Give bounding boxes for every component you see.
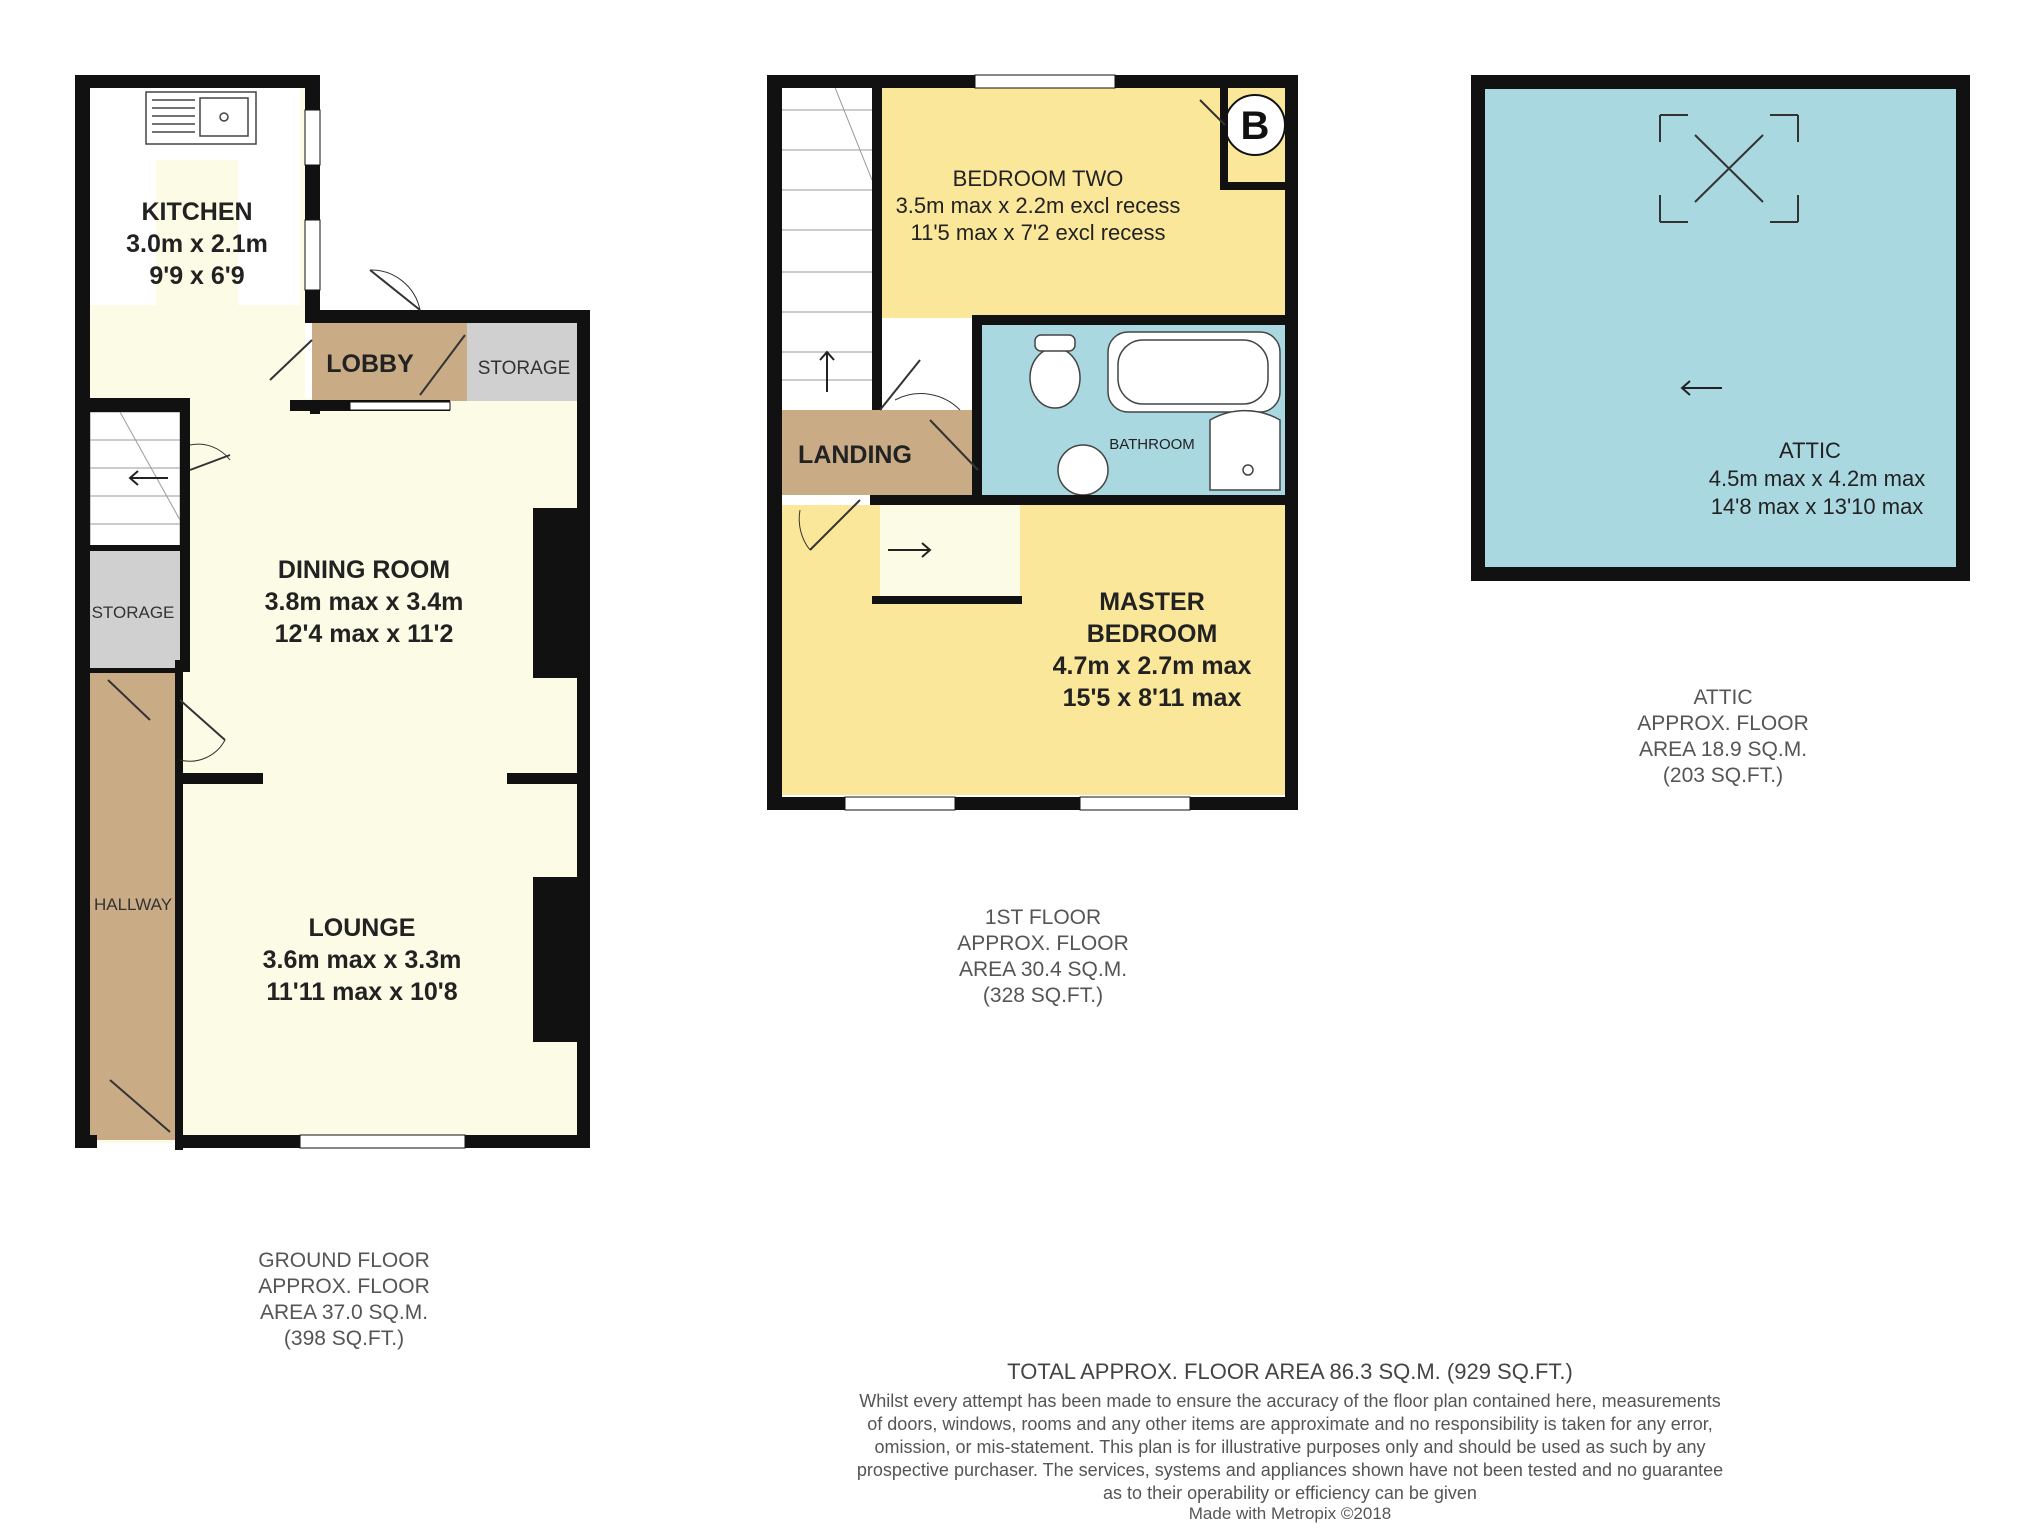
lobby-name: LOBBY: [326, 350, 414, 378]
kitchen-metric: 3.0m x 2.1m: [126, 230, 268, 258]
credit: Made with Metropix ©2018: [1188, 1504, 1392, 1523]
first-floor-plan: [767, 75, 1298, 1007]
dining-metric: 3.8m max x 3.4m: [264, 588, 464, 616]
disclaimer-line-3: omission, or mis-statement. This plan is for illustrative purposes only and should be used as such by any: [874, 1437, 1706, 1457]
attic-metric: 4.5m max x 4.2m max: [1708, 466, 1926, 491]
master-name-1: MASTER: [1099, 588, 1205, 616]
boiler-symbol: B: [1240, 104, 1270, 148]
lounge-name: LOUNGE: [308, 914, 416, 942]
storage-rear-name: STORAGE: [477, 358, 571, 379]
cupboard-first: [880, 505, 1020, 600]
boiler-icon: [1225, 95, 1285, 155]
bedroom-two-imperial: 11'5 max x 7'2 excl recess: [910, 220, 1166, 245]
toilet-icon: [1030, 348, 1080, 408]
first-caption-line-4: (328 SQ.FT.): [982, 984, 1104, 1007]
kitchen-name: KITCHEN: [141, 198, 253, 226]
bedroom-two-name: BEDROOM TWO: [952, 166, 1124, 191]
total-area: TOTAL APPROX. FLOOR AREA 86.3 SQ.M. (929 SQ.FT.): [1007, 1359, 1573, 1384]
disclaimer-line-2: of doors, windows, rooms and any other items are approximate and no responsibility is taken for any error,: [867, 1414, 1713, 1434]
ground-caption-line-1: GROUND FLOOR: [258, 1249, 430, 1272]
basin-icon: [1058, 445, 1108, 495]
dining-window: [350, 402, 450, 410]
master-name-2: BEDROOM: [1086, 620, 1218, 648]
bedroom-two-metric: 3.5m max x 2.2m excl recess: [895, 193, 1181, 218]
hallway-name: HALLWAY: [93, 895, 173, 914]
attic-caption: [1637, 686, 1809, 787]
first-floor-caption: [957, 906, 1129, 1007]
storage-under-name: STORAGE: [91, 603, 175, 622]
attic-caption-line-2: APPROX. FLOOR: [1637, 712, 1809, 735]
dining-imperial: 12'4 max x 11'2: [274, 620, 454, 648]
master-floor: [782, 505, 1285, 795]
attic-caption-line-1: ATTIC: [1693, 686, 1753, 709]
attic-imperial: 14'8 max x 13'10 max: [1710, 494, 1924, 519]
disclaimer-line-4: prospective purchaser. The services, systems and appliances shown have not been tested and no guarantee: [856, 1460, 1724, 1480]
ground-caption-line-2: APPROX. FLOOR: [258, 1275, 430, 1298]
lounge-imperial: 11'11 max x 10'8: [266, 978, 458, 1006]
ground-floor-plan: [75, 75, 590, 1350]
dining-name: DINING ROOM: [277, 556, 451, 584]
attic-caption-line-3: AREA 18.9 SQ.M.: [1638, 738, 1808, 761]
ground-caption-line-3: AREA 37.0 SQ.M.: [259, 1301, 429, 1324]
attic-plan: [1478, 82, 1963, 787]
landing-name: LANDING: [798, 441, 912, 469]
lounge-metric: 3.6m max x 3.3m: [262, 946, 462, 974]
kitchen-imperial: 9'9 x 6'9: [149, 262, 245, 290]
shower-icon: [1210, 411, 1280, 490]
first-caption-line-2: APPROX. FLOOR: [957, 932, 1129, 955]
kitchen-window-2: [305, 220, 320, 290]
attic-name: ATTIC: [1779, 438, 1841, 463]
lounge-window: [300, 1135, 465, 1148]
ground-floor-caption: [258, 1249, 430, 1350]
bedroom-two-window: [975, 75, 1115, 88]
master-metric: 4.7m x 2.7m max: [1052, 652, 1252, 680]
master-window-2: [1080, 797, 1190, 810]
disclaimer-line-5: as to their operability or efficiency can be given: [1103, 1483, 1477, 1503]
disclaimer-line-1: Whilst every attempt has been made to ensure the accuracy of the floor plan contained here, measurements: [859, 1391, 1721, 1411]
first-caption-line-3: AREA 30.4 SQ.M.: [958, 958, 1128, 981]
bathroom-name: BATHROOM: [1109, 436, 1195, 453]
stairs-ground: [90, 412, 180, 550]
footer: [857, 1359, 1723, 1523]
first-caption-line-1: 1ST FLOOR: [984, 906, 1102, 929]
kitchen-window-1: [305, 110, 320, 165]
ground-caption-line-4: (398 SQ.FT.): [283, 1327, 405, 1350]
attic-caption-line-4: (203 SQ.FT.): [1662, 764, 1784, 787]
bathtub-icon: [1108, 332, 1280, 412]
master-imperial: 15'5 x 8'11 max: [1062, 684, 1242, 712]
master-window-1: [845, 797, 955, 810]
